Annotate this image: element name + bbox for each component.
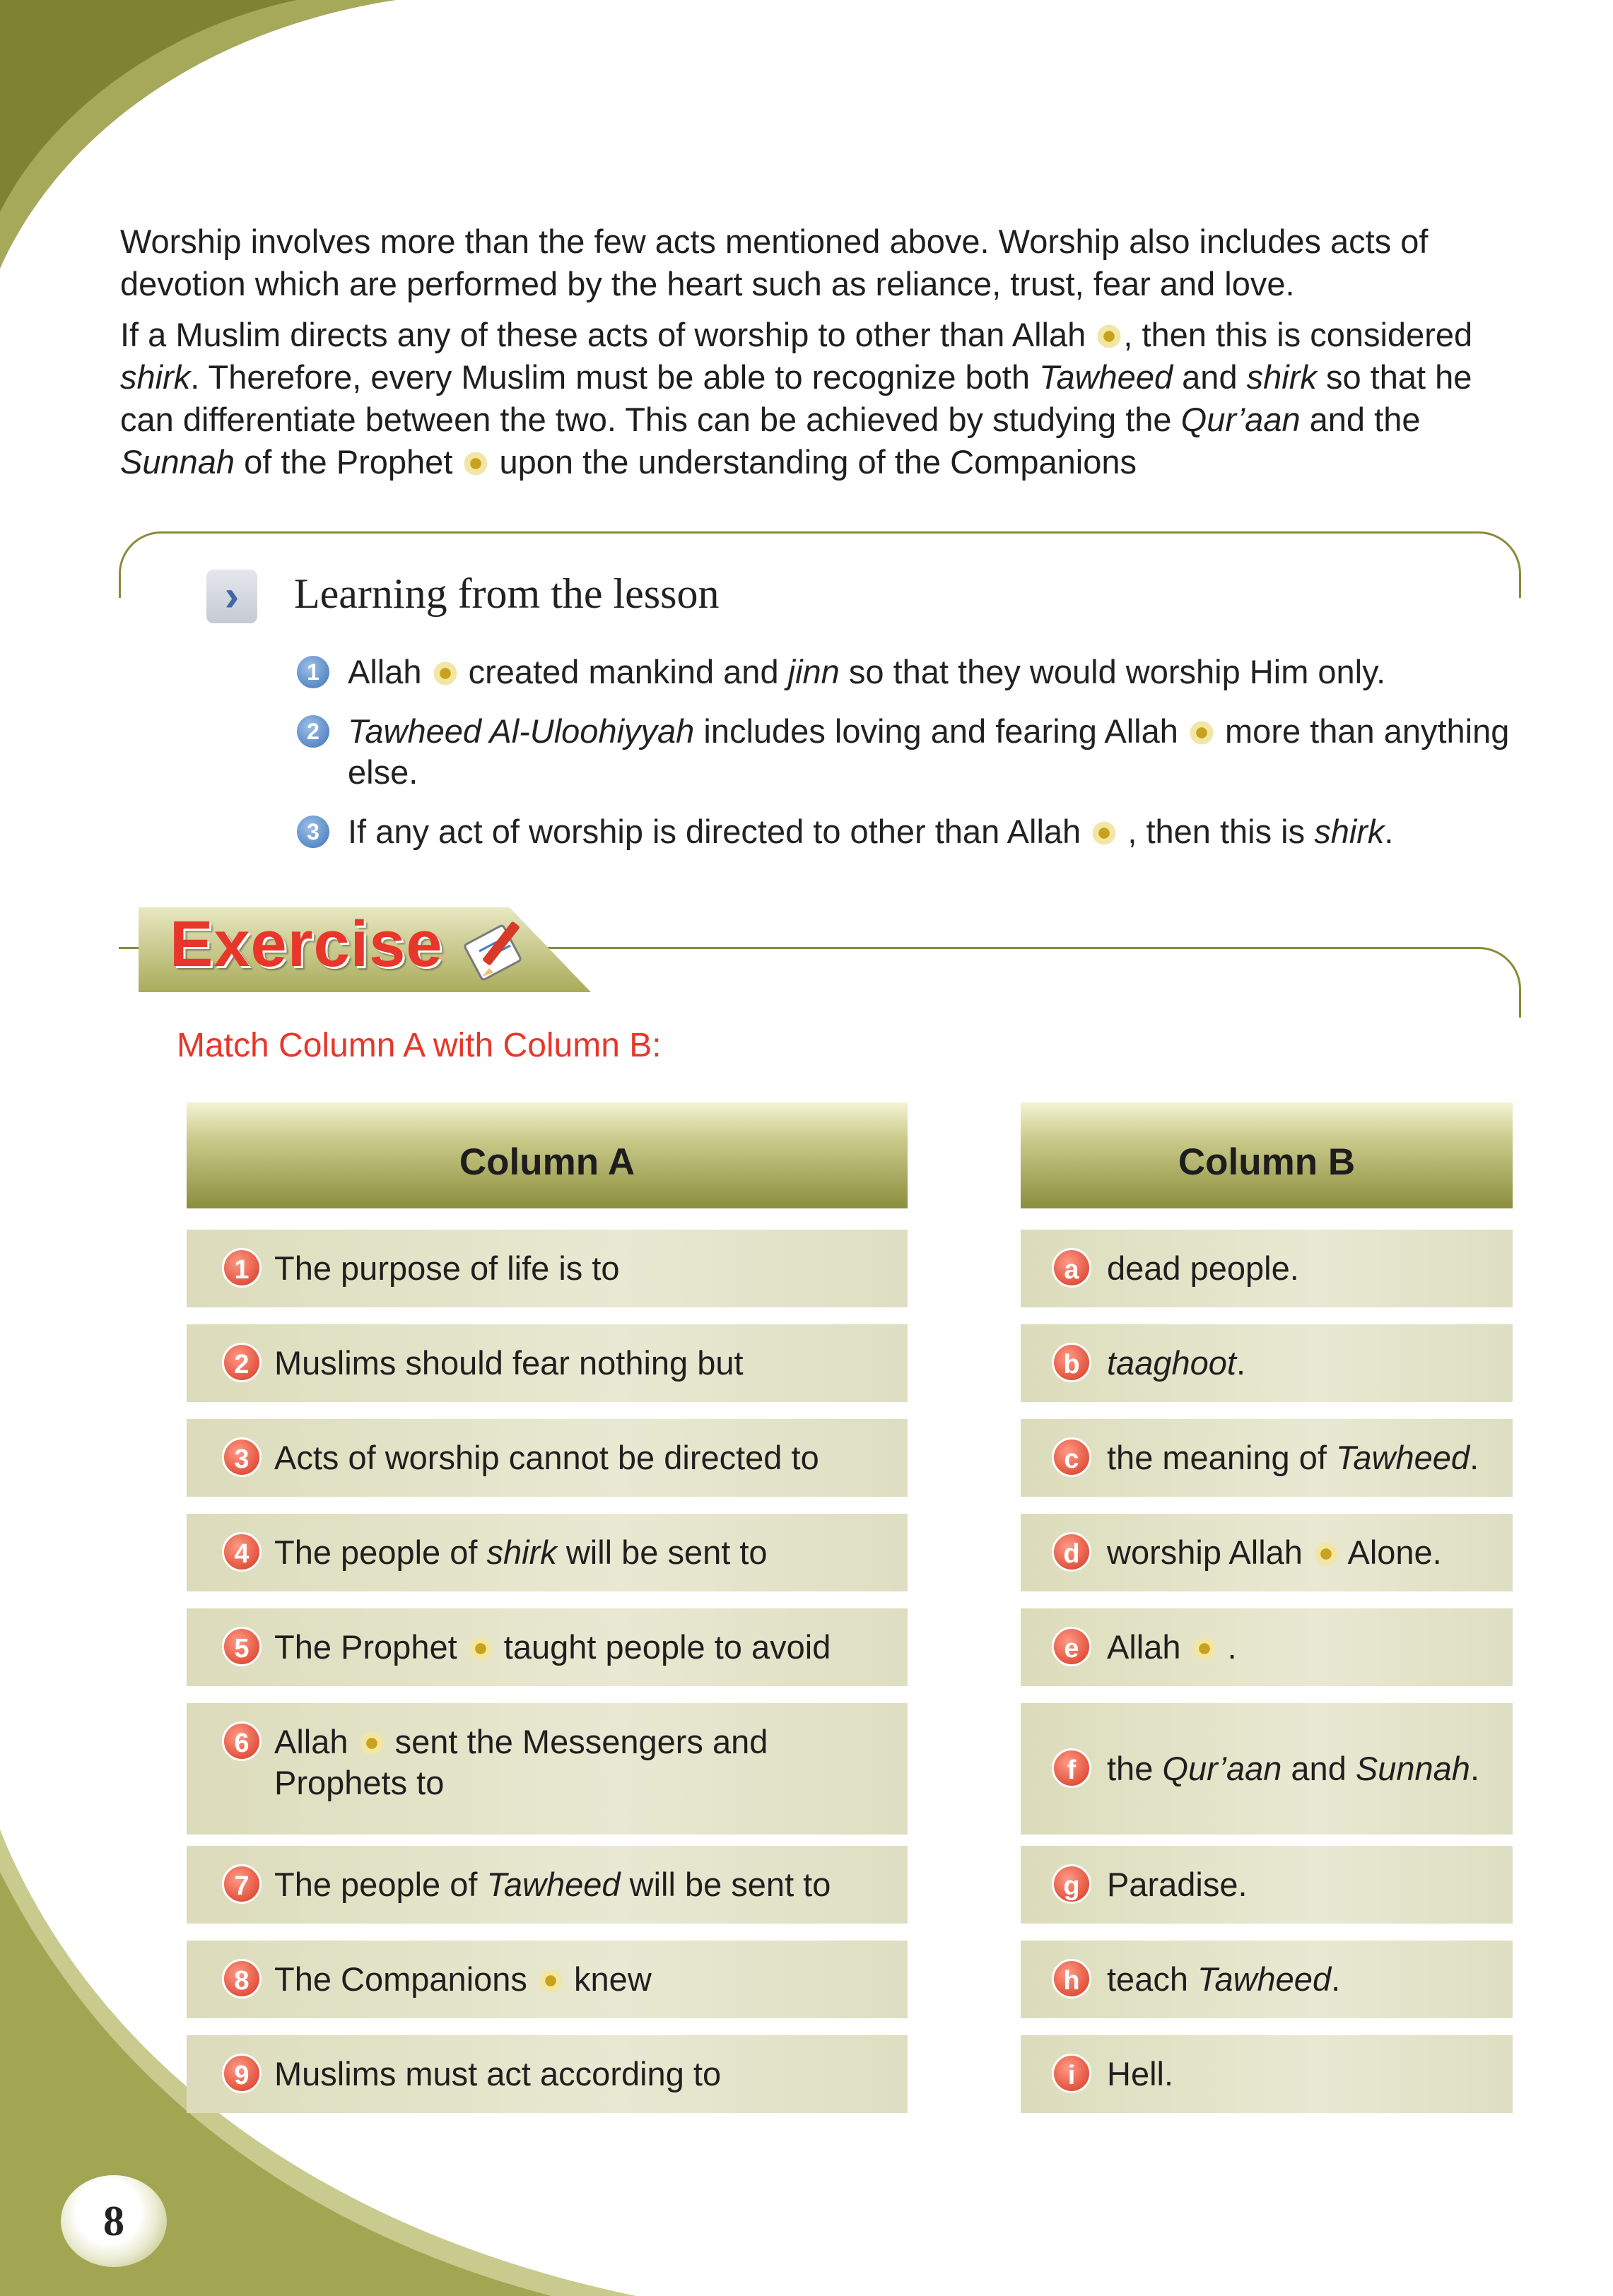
row-letter-badge: a	[1052, 1248, 1091, 1288]
row-text: Muslims must act according to	[274, 2055, 722, 2092]
row-number-badge: 8	[222, 1959, 262, 1998]
text-segment: .	[1470, 1439, 1479, 1476]
row-letter-badge: g	[1052, 1864, 1091, 1904]
column-b-row-a	[1021, 1230, 1513, 1307]
text-segment: upon the understanding of the Companions	[499, 443, 1137, 481]
paragraph-shirk	[120, 314, 1506, 483]
point-number: 2	[297, 715, 329, 748]
column-b-row-f	[1021, 1703, 1513, 1835]
text-segment: so that they would worship Him only.	[848, 653, 1386, 690]
column-a-row-8	[187, 1941, 908, 2018]
term-shirk: shirk	[120, 358, 191, 396]
text-segment: worship Allah	[1107, 1533, 1303, 1571]
text-segment: The Companions	[274, 1960, 527, 1998]
text-segment: taught people to avoid	[503, 1628, 831, 1666]
term-shirk: shirk	[486, 1533, 557, 1571]
row-text: Muslims should fear nothing but	[274, 1344, 744, 1382]
row-letter-badge: f	[1052, 1748, 1091, 1788]
text-segment: .	[1384, 813, 1394, 850]
row-letter-badge: d	[1052, 1532, 1091, 1572]
honorific-icon	[1190, 1636, 1219, 1661]
row-number-badge: 9	[222, 2054, 262, 2093]
text-segment: Prophets to	[274, 1764, 445, 1801]
text-segment: knew	[574, 1960, 652, 1998]
row-number-badge: 5	[222, 1627, 262, 1666]
honorific-icon	[431, 661, 459, 686]
text-segment: so that he can differentiate between the two. This can be achieved by studying the	[120, 358, 1472, 438]
column-b-row-h	[1021, 1941, 1513, 2018]
row-number-badge: 2	[222, 1343, 262, 1382]
column-a-row-5	[187, 1608, 908, 1686]
learning-point-3	[297, 811, 1513, 852]
column-b-row-e	[1021, 1608, 1513, 1686]
row-text: dead people.	[1107, 1249, 1299, 1287]
column-b-row-c	[1021, 1419, 1513, 1497]
text-segment: created mankind and	[468, 653, 779, 690]
learning-point-1	[297, 652, 1513, 693]
text-segment: sent the Messengers and	[394, 1723, 768, 1760]
column-a-row-6	[187, 1703, 908, 1835]
text-segment: , then this is	[1127, 813, 1306, 850]
chevron-right-icon: ›	[206, 570, 257, 623]
text-segment: the	[1107, 1750, 1154, 1787]
text-segment: and the	[1309, 401, 1421, 438]
column-b-row-d	[1021, 1514, 1513, 1591]
row-text	[1107, 1959, 1340, 2000]
column-a-header: Column A	[187, 1102, 908, 1208]
row-text	[1107, 1437, 1479, 1478]
pencil-notepad-icon	[461, 912, 539, 989]
text-segment: and	[1182, 358, 1238, 396]
row-letter-badge: c	[1052, 1437, 1091, 1477]
column-a-row-2	[187, 1324, 908, 1402]
text-segment: includes loving and fearing Allah	[703, 712, 1178, 750]
term-sunnah: Sunnah	[1355, 1750, 1470, 1787]
row-text	[1107, 1343, 1245, 1384]
text-segment: The people of	[274, 1533, 478, 1571]
column-a-row-9	[187, 2035, 908, 2113]
text-segment: of the Prophet	[244, 443, 453, 481]
row-letter-badge: i	[1052, 2054, 1091, 2093]
text-segment: .	[1227, 1628, 1237, 1666]
term-sunnah: Sunnah	[120, 443, 235, 481]
honorific-icon	[1187, 720, 1216, 746]
text-segment: If any act of worship is directed to other than Allah	[348, 813, 1081, 850]
column-b-row-i	[1021, 2035, 1513, 2113]
row-text	[274, 1721, 768, 1803]
exercise-title: Exercise	[170, 908, 443, 980]
term-tawheed: Tawheed	[486, 1866, 621, 1903]
row-text	[274, 1959, 652, 2000]
row-text: Acts of worship cannot be directed to	[274, 1439, 819, 1476]
learning-point-2	[297, 711, 1513, 793]
text-segment: . Therefore, every Muslim must be able to recognize both	[190, 358, 1030, 396]
row-text: Paradise.	[1107, 1866, 1248, 1903]
paragraph-worship-intro	[120, 220, 1506, 305]
row-number-badge: 4	[222, 1532, 262, 1572]
text-segment: Alone.	[1347, 1533, 1442, 1571]
honorific-icon	[536, 1968, 565, 1994]
text-segment: The people of	[274, 1866, 478, 1903]
row-text	[1107, 1627, 1237, 1668]
column-b-row-g	[1021, 1846, 1513, 1924]
text-segment: If a Muslim directs any of these acts of worship to other than Allah	[120, 316, 1086, 353]
text-segment: Allah	[1107, 1628, 1181, 1666]
point-number: 3	[297, 816, 329, 848]
text-segment: more than anything else.	[348, 712, 1510, 791]
text-segment: Allah	[348, 653, 422, 690]
honorific-icon	[1312, 1541, 1340, 1567]
exercise-instruction: Match Column A with Column B:	[177, 1027, 662, 1064]
row-text	[274, 1532, 768, 1573]
row-number-badge: 7	[222, 1864, 262, 1904]
term-quran: Qur’aan	[1162, 1750, 1282, 1787]
honorific-icon	[1095, 324, 1123, 349]
term-taaghoot: taaghoot	[1107, 1344, 1236, 1382]
column-a-row-1	[187, 1230, 908, 1307]
text-segment: .	[1331, 1960, 1341, 1998]
text-segment: teach	[1107, 1960, 1188, 1998]
column-a-row-3	[187, 1419, 908, 1497]
row-text	[274, 1864, 831, 1905]
term-tawheed-al-uloohiyyah: Tawheed Al-Uloohiyyah	[348, 712, 695, 750]
term-jinn: jinn	[787, 653, 840, 690]
term-shirk: shirk	[1314, 813, 1385, 850]
row-text	[1107, 1748, 1479, 1789]
row-letter-badge: e	[1052, 1627, 1091, 1666]
column-b-header: Column B	[1021, 1102, 1513, 1208]
honorific-icon	[467, 1636, 495, 1661]
column-b-row-b	[1021, 1324, 1513, 1402]
text-segment: and	[1291, 1750, 1347, 1787]
row-number-badge: 1	[222, 1248, 262, 1288]
row-text	[1107, 1532, 1442, 1573]
text-segment: The Prophet	[274, 1628, 457, 1666]
honorific-icon	[462, 451, 490, 476]
honorific-icon	[358, 1731, 386, 1756]
column-a-row-7	[187, 1846, 908, 1924]
text-segment: Allah	[274, 1723, 348, 1760]
row-text	[274, 1627, 831, 1668]
term-tawheed: Tawheed	[1197, 1960, 1332, 1998]
page-number: 8	[61, 2175, 167, 2267]
row-text: Hell.	[1107, 2055, 1174, 2092]
row-number-badge: 3	[222, 1437, 262, 1477]
text-segment: will be sent to	[565, 1533, 768, 1571]
column-a-row-4	[187, 1514, 908, 1591]
learning-title: Learning from the lesson	[294, 570, 720, 617]
term-shirk: shirk	[1246, 358, 1317, 396]
text-segment: .	[1236, 1344, 1246, 1382]
row-number-badge: 6	[222, 1721, 262, 1761]
honorific-icon	[1090, 820, 1118, 846]
term-tawheed: Tawheed	[1039, 358, 1173, 396]
row-letter-badge: h	[1052, 1959, 1091, 1998]
text-segment: , then this is considered	[1123, 316, 1473, 353]
point-number: 1	[297, 656, 329, 688]
text-segment: will be sent to	[629, 1866, 831, 1903]
text-segment: the meaning of	[1107, 1439, 1327, 1476]
row-text: The purpose of life is to	[274, 1249, 620, 1287]
term-quran: Qur’aan	[1180, 401, 1301, 438]
paragraph-text: Worship involves more than the few acts mentioned above. Worship also includes acts of devotion which are performed by the heart such as reliance, trust, fear and love.	[120, 223, 1429, 302]
row-letter-badge: b	[1052, 1343, 1091, 1382]
text-segment: .	[1470, 1750, 1480, 1787]
term-tawheed: Tawheed	[1336, 1439, 1470, 1476]
